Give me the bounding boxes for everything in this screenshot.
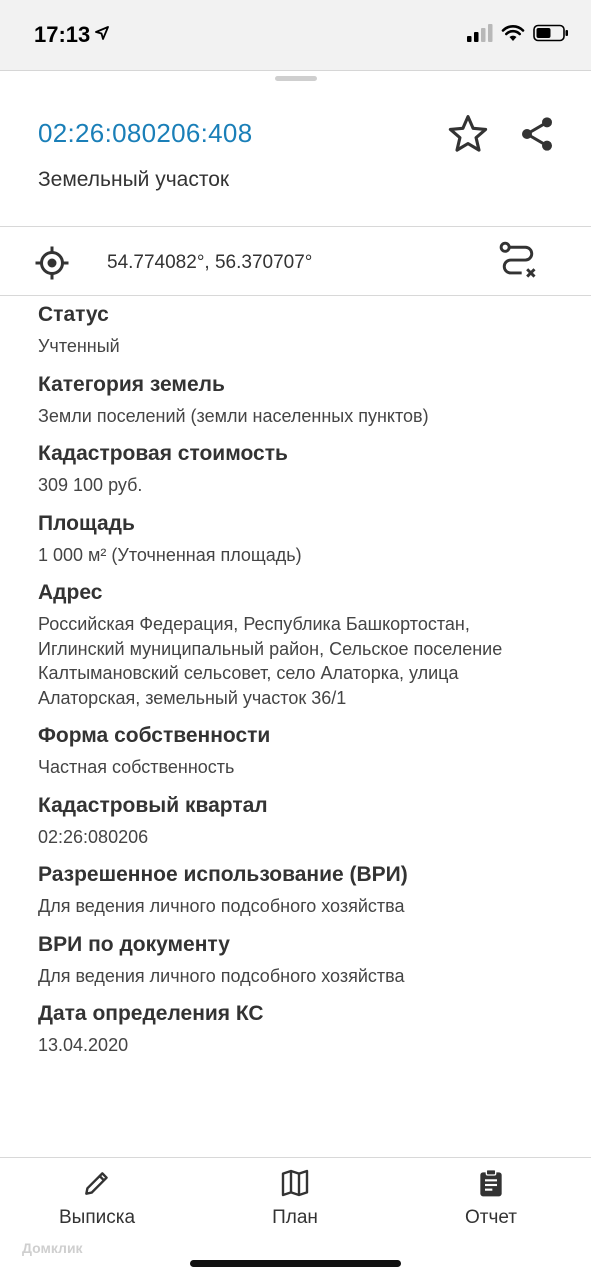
field-ownership-form (38, 723, 558, 780)
coordinates-text[interactable]: 54.774082°, 56.370707° (107, 252, 313, 273)
field-cadastral-quarter (38, 793, 558, 850)
field-land-category (38, 372, 558, 429)
field-valuation-date (38, 1001, 558, 1058)
field-value: Частная собственность (38, 757, 235, 777)
field-area (38, 511, 558, 568)
cadastral-number[interactable]: 02:26:080206:408 (38, 118, 253, 148)
target-icon (34, 245, 70, 281)
field-value[interactable]: 02:26:080206 (38, 826, 149, 847)
locate-button[interactable] (34, 245, 70, 281)
sheet-grabber[interactable] (275, 76, 317, 81)
field-value: Земли поселений (земли населенных пунктов) (38, 405, 429, 426)
star-icon (446, 112, 490, 156)
field-value: Российская Федерация, Республика Башкортостан, Иглинский муниципальный район, Сельское поселение Калтымановский сельсовет, село Алаторка, улица Алаторская, земельный участок 36/1 (38, 614, 503, 708)
field-label: Форма собственности (38, 724, 271, 747)
cellular-signal-icon (467, 24, 493, 42)
favorite-button[interactable] (446, 112, 490, 156)
field-label: Дата определения КС (38, 1002, 264, 1025)
status-icons (467, 24, 569, 42)
field-value: 1 000 м² (Уточненная площадь) (38, 544, 302, 565)
object-fields (38, 302, 558, 1071)
field-status (38, 302, 558, 359)
battery-icon (533, 24, 569, 42)
coordinates-row (0, 227, 591, 295)
tabbar-divider (0, 1157, 591, 1158)
tab-label: План (272, 1207, 318, 1228)
field-value: Учтенный (38, 336, 120, 356)
tab-report[interactable] (421, 1167, 561, 1229)
map-icon (279, 1167, 311, 1199)
wifi-icon (501, 24, 525, 42)
tab-label: Выписка (58, 1207, 136, 1228)
field-permitted-use (38, 862, 558, 919)
sheet-top-edge (0, 70, 591, 71)
share-button[interactable] (517, 114, 557, 154)
field-label: Площадь (38, 511, 135, 535)
field-document-use (38, 932, 558, 989)
home-indicator[interactable] (190, 1260, 401, 1267)
field-label: Категория земель (38, 372, 225, 396)
field-value: Для ведения личного подсобного хозяйства (38, 965, 405, 986)
field-label: Адрес (38, 581, 103, 604)
field-label: ВРИ по документу (38, 932, 230, 956)
route-icon (496, 239, 540, 283)
status-time: 17:13 (34, 22, 91, 47)
object-header (0, 82, 591, 226)
field-cadastral-value (38, 441, 558, 498)
tab-label: Отчет (464, 1207, 518, 1228)
watermark: Домклик (22, 1240, 83, 1256)
coordinates-divider (0, 295, 591, 296)
tab-extract[interactable] (27, 1167, 167, 1229)
field-address (38, 580, 558, 710)
pencil-icon (81, 1167, 113, 1199)
location-arrow-icon (95, 26, 109, 40)
field-label: Кадастровая стоимость (38, 442, 288, 465)
route-button[interactable] (496, 239, 540, 283)
field-label: Разрешенное использование (ВРИ) (38, 863, 408, 886)
tab-plan[interactable] (225, 1167, 365, 1229)
object-type: Земельный участок (38, 168, 230, 191)
share-icon (517, 114, 557, 154)
field-value: 309 100 руб. (38, 475, 143, 495)
status-bar (0, 0, 591, 70)
field-value: Для ведения личного подсобного хозяйства (38, 896, 405, 916)
field-label: Кадастровый квартал (38, 793, 268, 817)
clipboard-icon (475, 1167, 507, 1199)
field-label: Статус (38, 303, 109, 326)
field-value: 13.04.2020 (38, 1035, 129, 1055)
